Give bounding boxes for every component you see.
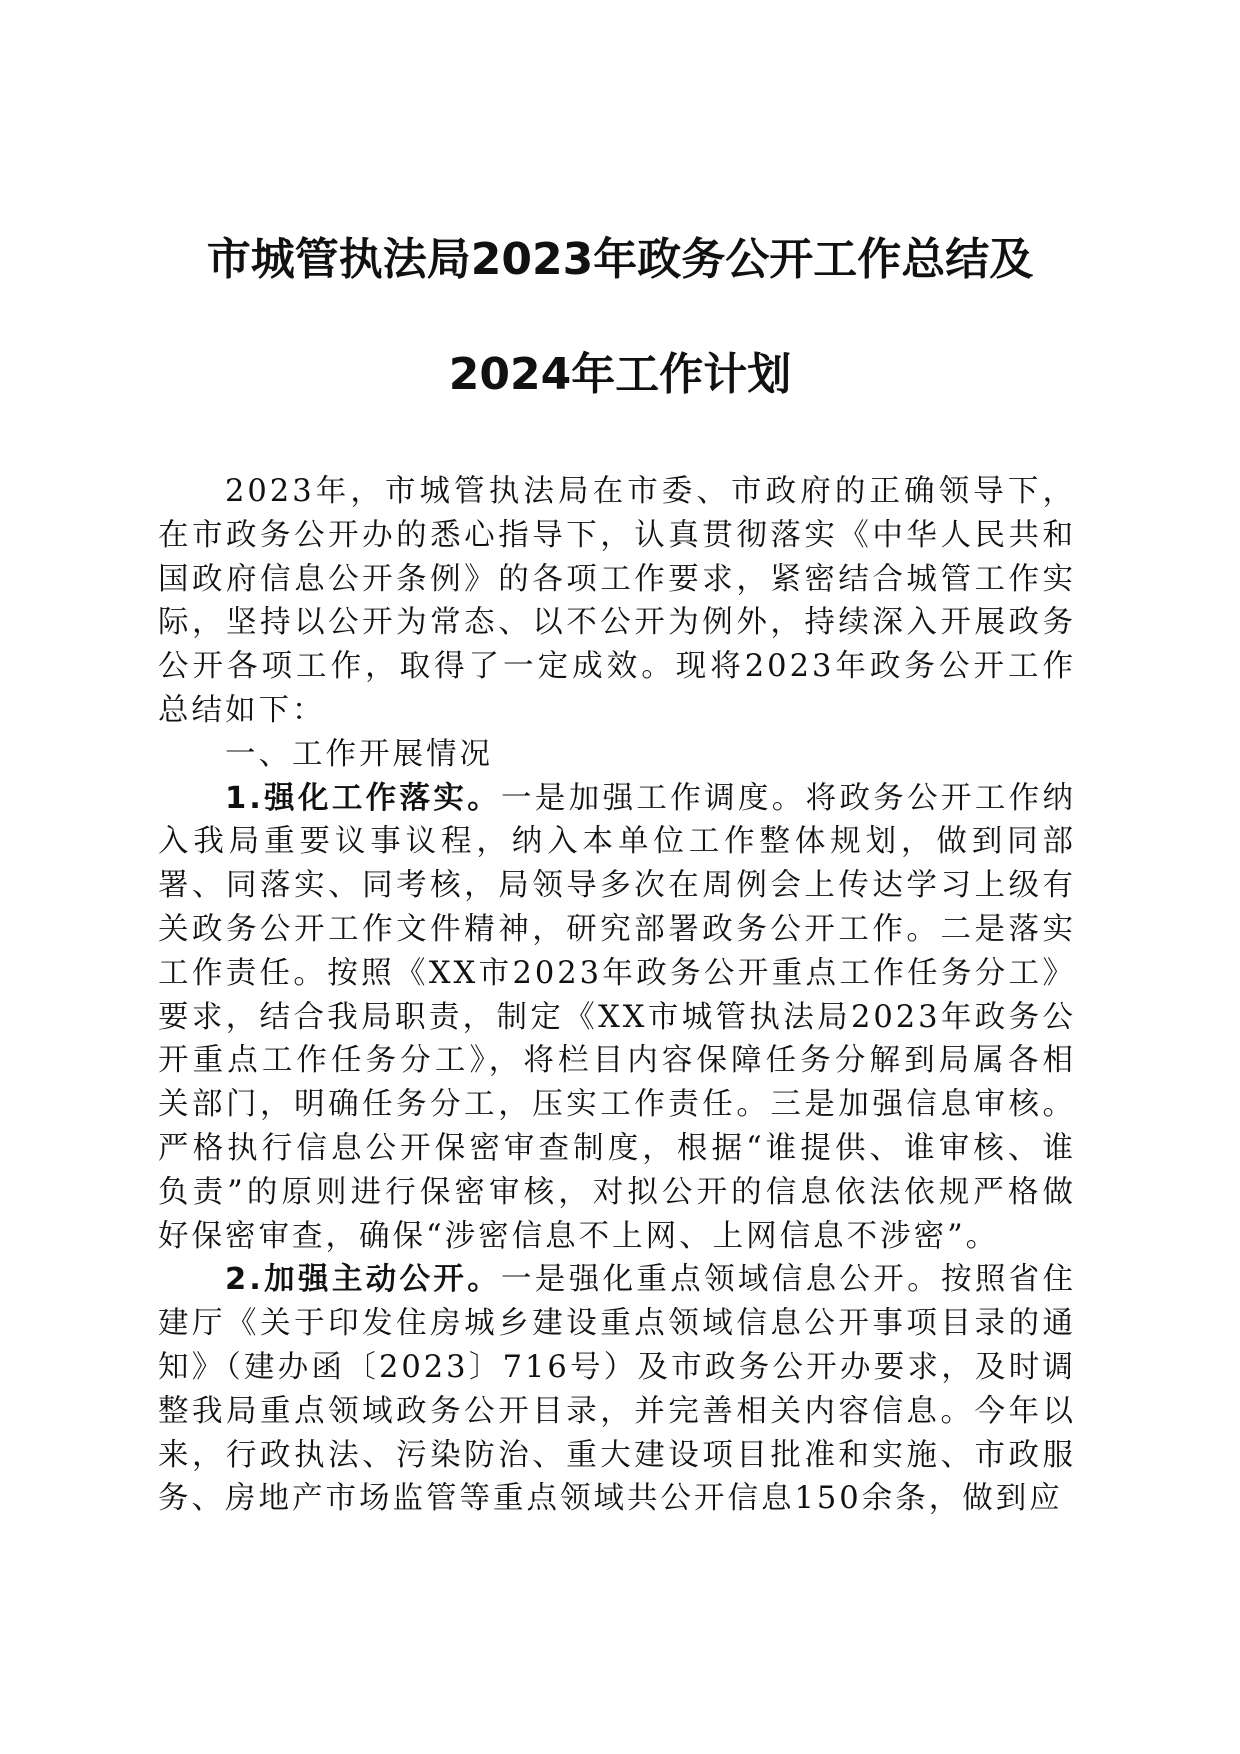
intro-paragraph: 2023年，市城管执法局在市委、市政府的正确领导下，在市政务公开办的悉心指导下，认真贯彻落实《中华人民共和国政府信息公开条例》的各项工作要求，紧密结合城管工作实际，坚持以公开为常态、以不公开为例外，持续深入开展政务公开各项工作，取得了一定成效。现将2023年政务公开工作总结如下： bbox=[158, 474, 1076, 728]
item-2-text: 一是强化重点领域信息公开。按照省住建厅《关于印发住房城乡建设重点领域信息公开事项目录的通知》（建办函〔2023〕716号）及市政务公开办要求，及时调整我局重点领域政务公开目录，并完善相关内容信息。今年以来，行政执法、污染防治、重大建设项目批准和实施、市政服务、房地产市场监管等重点领域共公开信息150余条，做到应 bbox=[158, 1262, 1077, 1517]
document-title-line-1: 市城管执法局2023年政务公开工作总结及 bbox=[206, 234, 1034, 285]
item-1-text: 一是加强工作调度。将政务公开工作纳入我局重要议事议程，纳入本单位工作整体规划，做到同部署、同落实、同考核，局领导多次在周例会上传达学习上级有关政务公开工作文件精神，研究部署政务公开工作。二是落实工作责任。按照《XX市2023年政务公开重点工作任务分工》要求，结合我局职责，制定《XX市城管执法局2023年政务公开重点工作任务分工》，将栏目内容保障任务分解到局属各相关部门，明确任务分工，压实工作责任。三是加强信息审核。严格执行信息公开保密审查制度，根据“谁提供、谁审核、谁负责”的原则进行保密审核，对拟公开的信息依法依规严格做好保密审查，确保“涉密信息不上网、上网信息不涉密”。 bbox=[158, 780, 1077, 1254]
section-heading: 一、工作开展情况 bbox=[225, 736, 493, 772]
item-1-heading: 1.强化工作落实。 bbox=[225, 780, 502, 816]
item-2-paragraph bbox=[158, 1258, 1076, 1521]
document-body bbox=[158, 470, 1076, 1521]
document-title-line-2: 2024年工作计划 bbox=[448, 349, 792, 400]
item-1-paragraph bbox=[158, 777, 1076, 1259]
item-2-heading: 2.加强主动公开。 bbox=[225, 1262, 502, 1298]
